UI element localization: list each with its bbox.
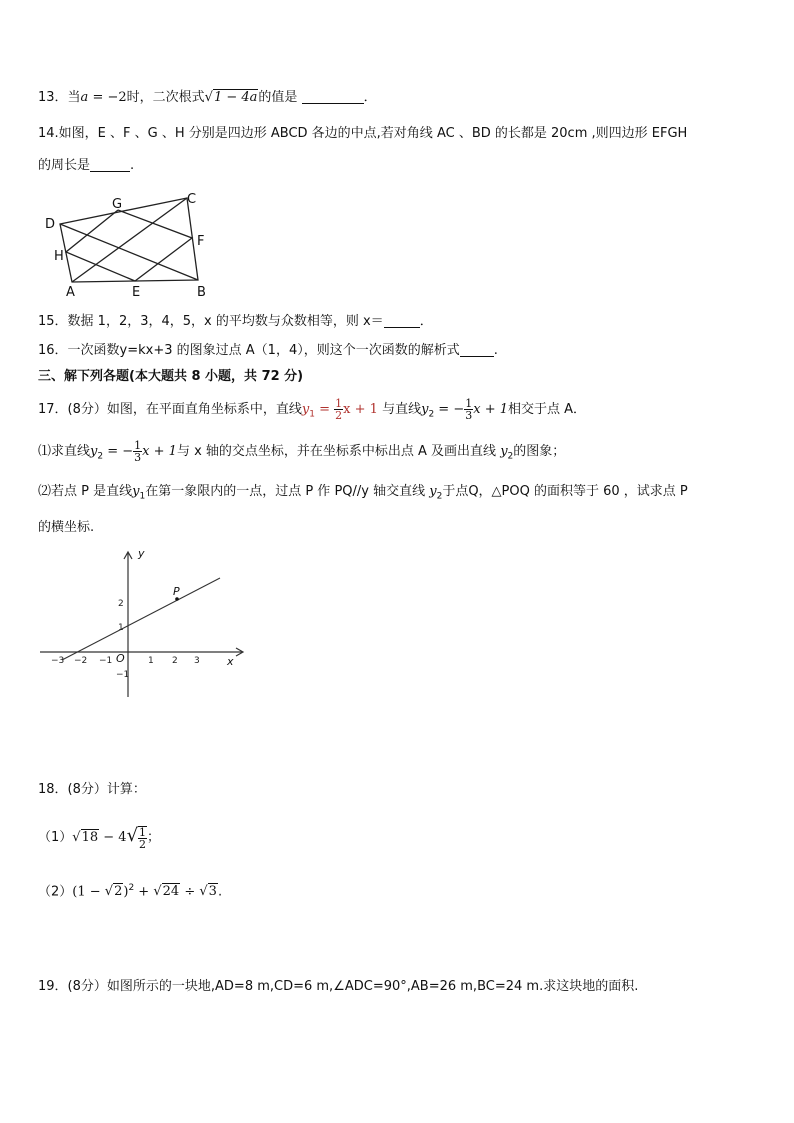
answer-blank[interactable] bbox=[90, 158, 130, 172]
answer-blank[interactable] bbox=[384, 314, 420, 328]
x-tick-label: −3 bbox=[51, 656, 65, 666]
y-axis-label: y bbox=[138, 547, 145, 560]
question-18-part-1: （1）√18 − 4√ $\frac{1}{2}$ ； bbox=[38, 822, 160, 852]
question-16: 16．一次函数y=kx+3 的图象过点 A（1，4），则这个一次函数的解析式 . bbox=[38, 343, 498, 358]
label-f: F bbox=[197, 234, 205, 249]
coordinate-graph bbox=[36, 545, 248, 700]
x-tick-label: −2 bbox=[74, 656, 88, 666]
x-tick-label: 2 bbox=[172, 656, 178, 666]
label-e: E bbox=[132, 285, 141, 300]
answer-blank[interactable] bbox=[302, 90, 364, 104]
x-axis-label: x bbox=[227, 655, 234, 668]
origin-label: O bbox=[116, 652, 125, 665]
question-17-part-1: ⑴求直线$y_2$ = − $\frac{1}{3}$ x + 1与 x 轴的交点坐标，并在坐标系中标出点 A 及画出直线 $y_2$的图象； bbox=[38, 439, 566, 464]
x-tick-label: 3 bbox=[194, 656, 200, 666]
x-tick-label: 1 bbox=[148, 656, 154, 666]
diagonal-ac bbox=[72, 198, 187, 282]
line-y1 bbox=[62, 578, 220, 660]
question-15: 15．数据 1，2，3，4，5，x 的平均数与众数相等，则 x＝ ． bbox=[38, 314, 433, 329]
y-tick-label: 1 bbox=[118, 623, 124, 633]
label-a: A bbox=[66, 285, 75, 300]
label-b: B bbox=[197, 285, 206, 300]
label-d: D bbox=[45, 217, 56, 232]
y-tick-label: −1 bbox=[116, 670, 130, 680]
question-14-line1: 14.如图，E 、F 、G 、H 分别是四边形 ABCD 各边的中点,若对角线 AC 、BD 的长都是 20cm ,则四边形 EFGH bbox=[38, 126, 688, 141]
fraction-one-half: $\frac{1}{2}$ bbox=[335, 397, 343, 422]
question-18-part-2: $(2)(1 - √2)^2 + √24 \div √3$. bbox=[38, 883, 223, 900]
question-19: 19．(8分）如图所示的一块地,AD=8 m,CD=6 m,∠ADC=90°,AB=26 m,BC=24 m.求这块地的面积. bbox=[38, 979, 639, 994]
sqrt-expression: √1 − 4a bbox=[204, 90, 258, 105]
point-p-label: P bbox=[173, 585, 180, 598]
question-17-part-2: ⑵若点 P 是直线$y_1$在第一象限内的一点，过点 P 作 PQ//y 轴交直线 $y_2$于点Q，△POQ 的面积等于 60 ，试求点 P bbox=[38, 484, 688, 502]
question-17-intro: 17．(8分）如图，在平面直角坐标系中，直线$y_1$ = $\frac{1}{2}$ x + 1 与直线$y_2$ = − $\frac{1}{3}$ x + 1相交于点 A． bbox=[38, 397, 587, 422]
question-13: 13．当a = −2时，二次根式√1 − 4a的值是 ． bbox=[38, 88, 377, 108]
y-tick-label: 2 bbox=[118, 599, 124, 609]
label-g: G bbox=[112, 197, 123, 212]
fraction-one-third: $\frac{1}{3}$ bbox=[465, 397, 473, 422]
x-tick-label: −1 bbox=[99, 656, 113, 666]
question-17-part-2-cont: 的横坐标. bbox=[38, 520, 95, 535]
label-h: H bbox=[54, 249, 64, 264]
question-18-title: 18．(8分）计算： bbox=[38, 782, 146, 797]
sqrt-fraction: √ bbox=[126, 825, 139, 846]
label-c: C bbox=[187, 192, 197, 207]
answer-blank[interactable] bbox=[460, 343, 494, 357]
question-14-line2: 的周长是 . bbox=[38, 158, 135, 173]
section-heading: 三、解下列各题(本大题共 8 小题，共 72 分) bbox=[38, 369, 304, 384]
quadrilateral-figure bbox=[40, 188, 220, 300]
